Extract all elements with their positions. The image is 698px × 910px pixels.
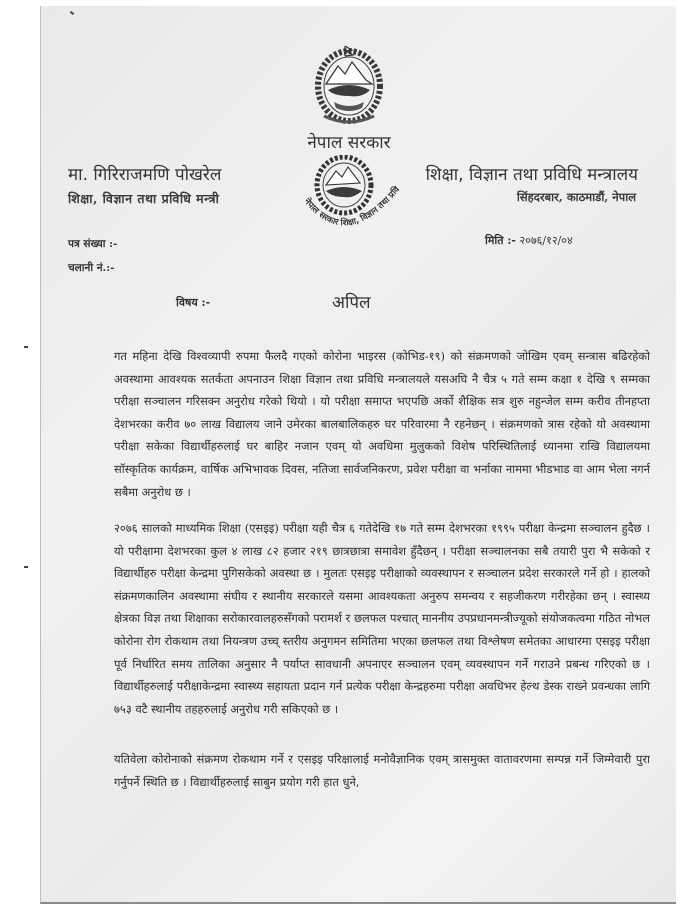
seal-text: नेपाल सरकार शिक्षा, विज्ञान तथा प्रवि	[301, 184, 403, 229]
minister-title: शिक्षा, विज्ञान तथा प्रविधि मन्त्री	[68, 191, 220, 206]
paragraph-text: गत महिना देखि विश्वव्यापी रुपमा फैलदै गएको कोरोना भाइरस (कोभिड-१९) को संक्रमणको जोखिम एवम् सन्त्रास बढिरहेको अवस्थामा आवश्यक सतर्कता अपनाउन शिक्षा विज्ञान तथा प्रविधि मन्त्रालयले यसअघि नै चैत्र ५ गते सम्म कक्षा १ देखि ९ सम्मका परीक्षा सञ्चालन गरिसक्न अनुरोध गरेको थियो । यो परीक्षा समाप्त भएपछि अर्को शैक्षिक सत्र शुरु नहुन्जेल सम्म करीव तीनहप्ता देशभरका करीव ७० लाख विद्यालय जाने उमेरका बालबालिकहरु घर परिवारमा नै रहनेछन् । संक्रमणको त्रास रहेको यो अवस्थामा परीक्षा सकेका विद्यार्थीहरुलाई घर बाहिर नजान एवम् यो अवधिमा मुलुकको विशेष परिस्थितिलाई ध्यानमा राखि विद्यालयमा सॉस्कृतिक कार्यक्रम, वार्षिक अभिभावक दिवस, नतिजा सार्वजनिकरण, प्रवेश परीक्षा वा भर्नाका नाममा भीडभाड वा आम भेला नगर्न सबैमा अनुरोध छ ।	[114, 349, 650, 499]
body-paragraph-2	[114, 517, 650, 720]
government-title: नेपाल सरकार	[307, 133, 391, 153]
body-paragraph-1	[114, 345, 650, 503]
ministry-name: शिक्षा, विज्ञान तथा प्रविधि मन्त्रालय	[425, 165, 638, 185]
dispatch-number-label: चलानी नं.:-	[68, 262, 115, 274]
nepal-coat-of-arms-icon	[312, 44, 386, 126]
body-paragraph-3	[114, 748, 650, 793]
subject-title: अपिल	[332, 293, 371, 313]
paragraph-text: २०७६ सालको माध्यमिक शिक्षा (एसइइ) परीक्षा यही चैत्र ६ गतेदेखि १७ गते सम्म देशभरका १९९५ परीक्षा केन्द्रमा सञ्चालन हुदैछ । यो परीक्षामा देशभरका कुल ४ लाख ८२ हजार २१९ छात्रछात्रा समावेश हुँदैछन् । परीक्षा सञ्चालनका सबै तयारी पुरा भै सकेको र विद्यार्थीहरु परीक्षा केन्द्रमा पुगिसकेको अवस्था छ । मुलतः एसइइ परीक्षाको व्यवस्थापन र सञ्चालन प्रदेश सरकारले गर्ने हो । हालको संक्रमणकालिन अवस्थामा संघीय र स्थानीय सरकारले यसमा आवश्यकता अनुरुप समन्वय र सहजीकरण गरीरहेका छन् । स्वास्थ्य क्षेत्रका विज्ञ तथा शिक्षाका सरोकारवालहरुसँगको परामर्श र छलफल पश्चात् माननीय उपप्रधानमन्त्रीज्यूको संयोजकत्वमा गठित नोभल कोरोना रोग रोकथाम तथा नियन्त्रण उच्च् स्तरीय अनुगमन समितिमा भएका छलफल तथा विश्लेषण समेतका आधारमा एसइइ परीक्षा पूर्व निर्धारित समय तालिका अनुसार नै पर्याप्त सावधानी अपनाएर सञ्चालन एवम् व्यवस्थापन गर्ने गराउने प्रबन्ध गरिएको छ । विद्यार्थीहरुलाई परीक्षाकेन्द्रमा स्वास्थ्य सहायता प्रदान गर्न प्रत्येक परीक्षा केन्द्रहरुमा परीक्षा अवधिभर हेल्थ डेस्क राख्ने प्रवन्धका लागि ७५३ वटै स्थानीय तहहरुलाई अनुरोध गरी सकिएको छ ।	[114, 521, 650, 716]
margin-mark	[24, 566, 28, 568]
letter-number-label: पत्र संख्या :-	[68, 238, 118, 250]
minister-name: मा. गिरिराजमणि पोखरेल	[68, 165, 222, 185]
date-label: मिति :-	[485, 234, 517, 247]
margin-mark	[24, 346, 28, 348]
date-value: २०७६/१२/०४	[519, 234, 573, 247]
ministry-address: सिंहदरबार, काठमाडौं, नेपाल	[516, 190, 636, 204]
date-line	[485, 233, 573, 248]
paragraph-text: यतिवेला कोरोनाको संक्रमण रोकथाम गर्ने र एसइइ परिक्षालाई मनोवैज्ञानिक एवम् त्रासमुक्त वातावरणमा सम्पन्न गर्ने जिम्मेवारी पुरा गर्नुपर्ने स्थिति छ । विद्यार्थीहरुलाई साबुन प्रयोग गरी हात धुने,	[114, 752, 650, 789]
ministry-seal-icon	[296, 155, 406, 259]
subject-label: विषय :-	[176, 296, 211, 309]
